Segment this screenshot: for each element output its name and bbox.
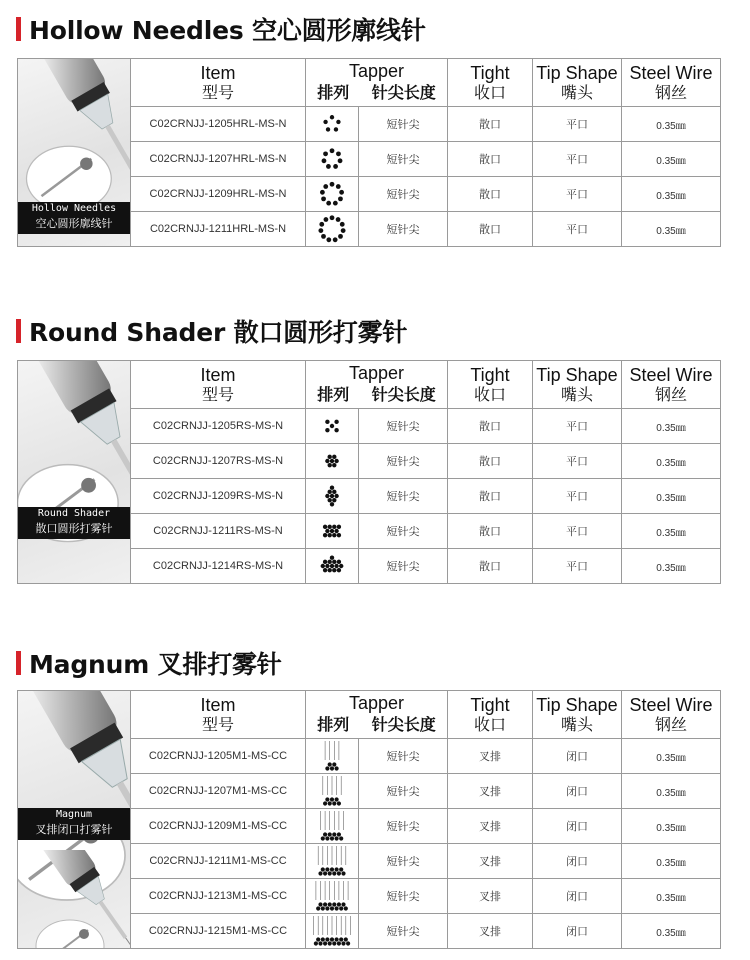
product-image-cell [18, 361, 131, 584]
steel-wire-value: 0.35㎜ [622, 809, 721, 844]
tip-shape-value: 闭口 [533, 879, 622, 914]
caption-en: Magnum [55, 809, 93, 820]
needle-cartridge-image [18, 361, 130, 583]
section-title-text: Hollow Needles 空心圆形廓线针 [29, 16, 426, 45]
spec-table [17, 360, 721, 584]
header-steel-wire: Steel Wire 钢丝 [622, 691, 721, 739]
product-caption [18, 507, 130, 539]
section-title-text: Round Shader 散口圆形打雾针 [29, 318, 408, 347]
needle-pattern-icon [310, 143, 354, 175]
item-code: C02CRNJJ-1205RS-MS-N [131, 409, 306, 444]
tip-shape-value: 闭口 [533, 914, 622, 949]
tight-value: 叉排 [448, 739, 533, 774]
needle-pattern-icon [310, 410, 354, 442]
needle-pattern-cell [306, 879, 359, 914]
item-code: C02CRNJJ-1211HRL-MS-N [131, 212, 306, 247]
item-code: C02CRNJJ-1207HRL-MS-N [131, 142, 306, 177]
item-code: C02CRNJJ-1211RS-MS-N [131, 514, 306, 549]
tight-value: 散口 [448, 479, 533, 514]
steel-wire-value: 0.35㎜ [622, 549, 721, 584]
needle-pattern-icon [310, 515, 354, 547]
section-title [16, 316, 407, 346]
steel-wire-value: 0.35㎜ [622, 212, 721, 247]
taper-length: 短针尖 [359, 844, 448, 879]
needle-pattern-icon [310, 880, 354, 912]
header-tight: Tight 收口 [448, 59, 533, 107]
header-item: Item 型号 [131, 59, 306, 107]
table-header-row [18, 361, 721, 409]
steel-wire-value: 0.35㎜ [622, 739, 721, 774]
item-code: C02CRNJJ-1205M1-MS-CC [131, 739, 306, 774]
needle-pattern-cell [306, 739, 359, 774]
needle-pattern-icon [310, 810, 354, 842]
needle-pattern-cell [306, 409, 359, 444]
taper-length: 短针尖 [359, 212, 448, 247]
needle-pattern-icon [310, 915, 354, 947]
item-code: C02CRNJJ-1209RS-MS-N [131, 479, 306, 514]
title-accent-bar [16, 17, 21, 41]
tight-value: 散口 [448, 177, 533, 212]
tip-shape-value: 平口 [533, 177, 622, 212]
needle-pattern-icon [310, 108, 354, 140]
taper-length: 短针尖 [359, 549, 448, 584]
spec-table [17, 690, 721, 949]
needle-pattern-cell [306, 844, 359, 879]
tight-value: 叉排 [448, 844, 533, 879]
tight-value: 叉排 [448, 774, 533, 809]
taper-length: 短针尖 [359, 177, 448, 212]
needle-pattern-cell [306, 514, 359, 549]
taper-length: 短针尖 [359, 142, 448, 177]
header-tapper: Tapper 排列 针尖长度 [306, 691, 448, 739]
tip-shape-value: 闭口 [533, 844, 622, 879]
needle-pattern-cell [306, 142, 359, 177]
product-image-cell [18, 691, 131, 949]
title-accent-bar [16, 319, 21, 343]
item-code: C02CRNJJ-1211M1-MS-CC [131, 844, 306, 879]
section-title [16, 648, 282, 678]
tight-value: 散口 [448, 142, 533, 177]
steel-wire-value: 0.35㎜ [622, 409, 721, 444]
tight-value: 叉排 [448, 914, 533, 949]
item-code: C02CRNJJ-1209M1-MS-CC [131, 809, 306, 844]
needle-pattern-cell [306, 809, 359, 844]
needle-cartridge-image [18, 850, 130, 948]
header-tapper: Tapper 排列 针尖长度 [306, 361, 448, 409]
needle-pattern-icon [310, 445, 354, 477]
steel-wire-value: 0.35㎜ [622, 774, 721, 809]
taper-length: 短针尖 [359, 409, 448, 444]
tip-shape-value: 平口 [533, 444, 622, 479]
steel-wire-value: 0.35㎜ [622, 444, 721, 479]
tip-shape-value: 平口 [533, 549, 622, 584]
tip-shape-value: 平口 [533, 409, 622, 444]
tight-value: 散口 [448, 212, 533, 247]
tip-shape-value: 闭口 [533, 774, 622, 809]
item-code: C02CRNJJ-1209HRL-MS-N [131, 177, 306, 212]
tight-value: 散口 [448, 409, 533, 444]
taper-length: 短针尖 [359, 809, 448, 844]
steel-wire-value: 0.35㎜ [622, 844, 721, 879]
needle-pattern-icon [310, 845, 354, 877]
caption-en: Round Shader [37, 508, 111, 519]
product-photo [18, 361, 130, 583]
item-code: C02CRNJJ-1214RS-MS-N [131, 549, 306, 584]
taper-length: 短针尖 [359, 739, 448, 774]
caption-cn: 叉排闭口打雾针 [35, 823, 113, 836]
tip-shape-value: 平口 [533, 479, 622, 514]
taper-length: 短针尖 [359, 514, 448, 549]
steel-wire-value: 0.35㎜ [622, 177, 721, 212]
needle-pattern-cell [306, 774, 359, 809]
taper-length: 短针尖 [359, 879, 448, 914]
steel-wire-value: 0.35㎜ [622, 142, 721, 177]
taper-length: 短针尖 [359, 479, 448, 514]
steel-wire-value: 0.35㎜ [622, 879, 721, 914]
needle-pattern-cell [306, 107, 359, 142]
product-caption [18, 202, 130, 234]
item-code: C02CRNJJ-1215M1-MS-CC [131, 914, 306, 949]
steel-wire-value: 0.35㎜ [622, 107, 721, 142]
header-steel-wire: Steel Wire 钢丝 [622, 361, 721, 409]
table-header-row [18, 59, 721, 107]
header-tip-shape: Tip Shape 嘴头 [533, 361, 622, 409]
product-image-cell [18, 59, 131, 247]
section-title-text: Magnum 叉排打雾针 [29, 650, 282, 679]
needle-pattern-cell [306, 177, 359, 212]
taper-length: 短针尖 [359, 444, 448, 479]
tip-shape-value: 平口 [533, 514, 622, 549]
needle-pattern-cell [306, 914, 359, 949]
header-tight: Tight 收口 [448, 691, 533, 739]
needle-pattern-cell [306, 549, 359, 584]
tight-value: 散口 [448, 107, 533, 142]
caption-cn: 空心圆形廓线针 [35, 217, 113, 230]
tip-shape-value: 平口 [533, 142, 622, 177]
needle-pattern-icon [310, 775, 354, 807]
caption-cn: 散口圆形打雾针 [35, 522, 113, 535]
tip-shape-value: 闭口 [533, 809, 622, 844]
needle-pattern-icon [310, 740, 354, 772]
product-caption [18, 808, 130, 840]
needle-pattern-icon [310, 550, 354, 582]
needle-pattern-cell [306, 212, 359, 247]
needle-pattern-icon [310, 178, 354, 210]
item-code: C02CRNJJ-1207RS-MS-N [131, 444, 306, 479]
tip-shape-value: 平口 [533, 107, 622, 142]
item-code: C02CRNJJ-1213M1-MS-CC [131, 879, 306, 914]
spec-table [17, 58, 721, 247]
header-tapper: Tapper 排列 针尖长度 [306, 59, 448, 107]
header-tight: Tight 收口 [448, 361, 533, 409]
tip-shape-value: 平口 [533, 212, 622, 247]
section-title [16, 14, 426, 44]
header-tip-shape: Tip Shape 嘴头 [533, 59, 622, 107]
steel-wire-value: 0.35㎜ [622, 514, 721, 549]
header-steel-wire: Steel Wire 钢丝 [622, 59, 721, 107]
caption-en: Hollow Needles [31, 203, 117, 214]
needle-pattern-cell [306, 479, 359, 514]
taper-length: 短针尖 [359, 107, 448, 142]
steel-wire-value: 0.35㎜ [622, 914, 721, 949]
tight-value: 散口 [448, 514, 533, 549]
taper-length: 短针尖 [359, 774, 448, 809]
header-tip-shape: Tip Shape 嘴头 [533, 691, 622, 739]
item-code: C02CRNJJ-1205HRL-MS-N [131, 107, 306, 142]
header-item: Item 型号 [131, 361, 306, 409]
title-accent-bar [16, 651, 21, 675]
tight-value: 散口 [448, 444, 533, 479]
tight-value: 叉排 [448, 879, 533, 914]
table-header-row [18, 691, 721, 739]
tight-value: 散口 [448, 549, 533, 584]
needle-pattern-cell [306, 444, 359, 479]
tip-shape-value: 闭口 [533, 739, 622, 774]
tight-value: 叉排 [448, 809, 533, 844]
taper-length: 短针尖 [359, 914, 448, 949]
item-code: C02CRNJJ-1207M1-MS-CC [131, 774, 306, 809]
steel-wire-value: 0.35㎜ [622, 479, 721, 514]
needle-pattern-icon [310, 213, 354, 245]
needle-pattern-icon [310, 480, 354, 512]
header-item: Item 型号 [131, 691, 306, 739]
